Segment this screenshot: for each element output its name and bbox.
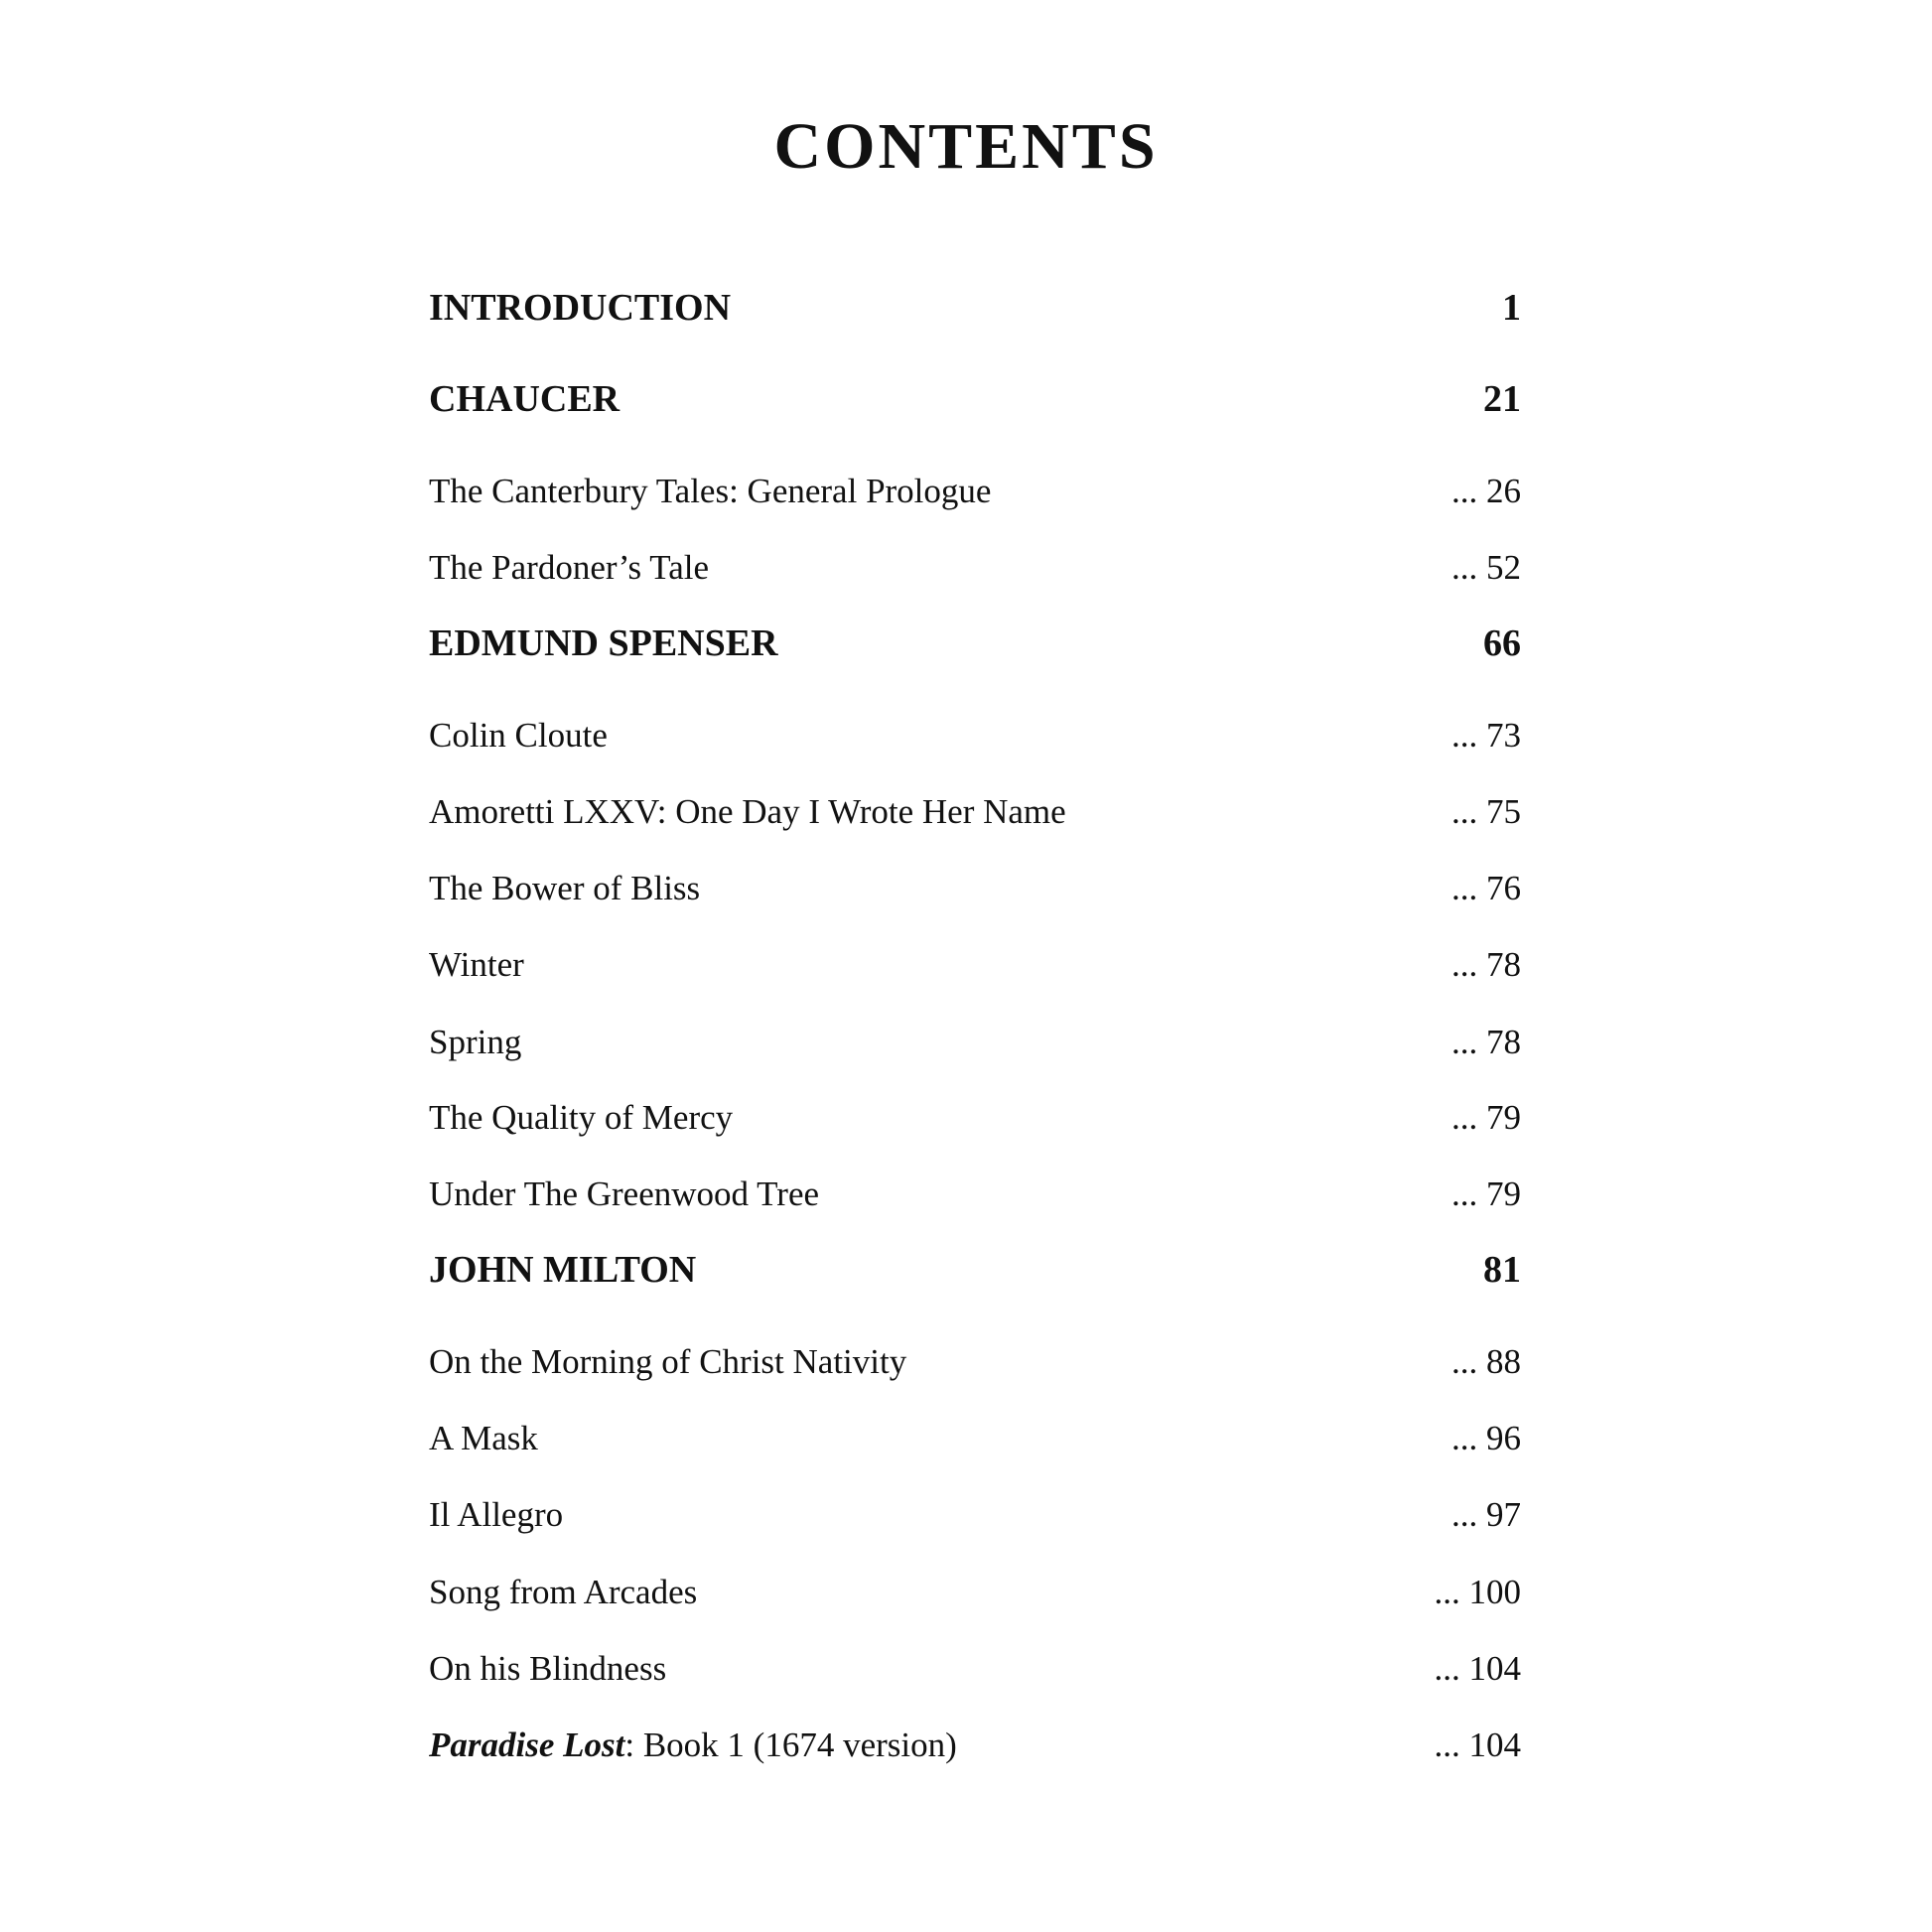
toc-entry-title: The Canterbury Tales: General Prologue bbox=[429, 472, 992, 510]
toc-entry-title: Il Allegro bbox=[429, 1495, 564, 1534]
toc-item[interactable] bbox=[429, 543, 1521, 593]
toc-item[interactable] bbox=[429, 1644, 1521, 1694]
toc-section-chaucer[interactable] bbox=[429, 374, 1521, 424]
toc-entry-page: 1 bbox=[1502, 287, 1521, 329]
toc-entry-page: ... 78 bbox=[1451, 945, 1521, 984]
toc-entry-page: ... 88 bbox=[1451, 1342, 1521, 1381]
toc-entry-page: 81 bbox=[1483, 1249, 1521, 1291]
toc-entry-title: The Bower of Bliss bbox=[429, 869, 701, 907]
toc-entry-page: ... 97 bbox=[1451, 1495, 1521, 1534]
toc-item[interactable] bbox=[429, 940, 1521, 990]
toc-entry-title bbox=[429, 1721, 957, 1770]
toc-entry-title: A Mask bbox=[429, 1419, 538, 1457]
toc-entry-title: On the Morning of Christ Nativity bbox=[429, 1342, 907, 1381]
toc-section-introduction[interactable] bbox=[429, 283, 1521, 333]
toc-entry-title: JOHN MILTON bbox=[429, 1249, 697, 1291]
toc-item[interactable] bbox=[429, 1414, 1521, 1463]
toc-entry-title: EDMUND SPENSER bbox=[429, 622, 778, 664]
toc-entry-page: ... 75 bbox=[1451, 792, 1521, 831]
toc-entry-title: Spring bbox=[429, 1023, 522, 1061]
toc-entry-title: Under The Greenwood Tree bbox=[429, 1174, 820, 1213]
toc-item[interactable] bbox=[429, 711, 1521, 760]
toc-item[interactable] bbox=[429, 467, 1521, 516]
toc-item[interactable] bbox=[429, 1337, 1521, 1387]
toc-entry-page: ... 104 bbox=[1434, 1725, 1521, 1764]
toc-entry-page: ... 76 bbox=[1451, 869, 1521, 907]
toc-item[interactable] bbox=[429, 1490, 1521, 1540]
toc-entry-page: ... 79 bbox=[1451, 1098, 1521, 1137]
toc-item[interactable] bbox=[429, 1721, 1521, 1770]
toc-entry-page: ... 96 bbox=[1451, 1419, 1521, 1457]
toc-entry-title-emphasis: Paradise Lost bbox=[429, 1725, 625, 1764]
toc-entry-page: ... 73 bbox=[1451, 716, 1521, 755]
toc-entry-title: Song from Arcades bbox=[429, 1573, 698, 1611]
toc-entry-title: The Quality of Mercy bbox=[429, 1098, 734, 1137]
toc-entry-title: The Pardoner’s Tale bbox=[429, 548, 709, 587]
toc-entry-page: ... 78 bbox=[1451, 1023, 1521, 1061]
toc-entry-page: ... 104 bbox=[1434, 1649, 1521, 1688]
toc-item[interactable] bbox=[429, 1568, 1521, 1617]
toc-entry-page: ... 52 bbox=[1451, 548, 1521, 587]
toc-entry-title-rest: : Book 1 (1674 version) bbox=[624, 1725, 957, 1764]
toc-section-john-milton[interactable] bbox=[429, 1245, 1521, 1295]
toc-entry-title: CHAUCER bbox=[429, 378, 621, 420]
toc-entry-page: 21 bbox=[1483, 378, 1521, 420]
toc-item[interactable] bbox=[429, 1093, 1521, 1143]
toc-entry-title: Colin Cloute bbox=[429, 716, 608, 755]
toc-entry-page: 66 bbox=[1483, 622, 1521, 664]
toc-entry-title: On his Blindness bbox=[429, 1649, 667, 1688]
toc-item[interactable] bbox=[429, 1170, 1521, 1219]
page-title: CONTENTS bbox=[773, 110, 1159, 183]
toc-entry-title: INTRODUCTION bbox=[429, 287, 732, 329]
toc-section-edmund-spenser[interactable] bbox=[429, 619, 1521, 668]
toc-entry-page: ... 26 bbox=[1451, 472, 1521, 510]
toc-item[interactable] bbox=[429, 787, 1521, 837]
toc-item[interactable] bbox=[429, 864, 1521, 913]
toc-entry-title: Amoretti LXXV: One Day I Wrote Her Name bbox=[429, 792, 1066, 831]
toc-entry-page: ... 79 bbox=[1451, 1174, 1521, 1213]
toc-entry-page: ... 100 bbox=[1434, 1573, 1521, 1611]
toc-entry-title: Winter bbox=[429, 945, 524, 984]
toc-item[interactable] bbox=[429, 1018, 1521, 1067]
